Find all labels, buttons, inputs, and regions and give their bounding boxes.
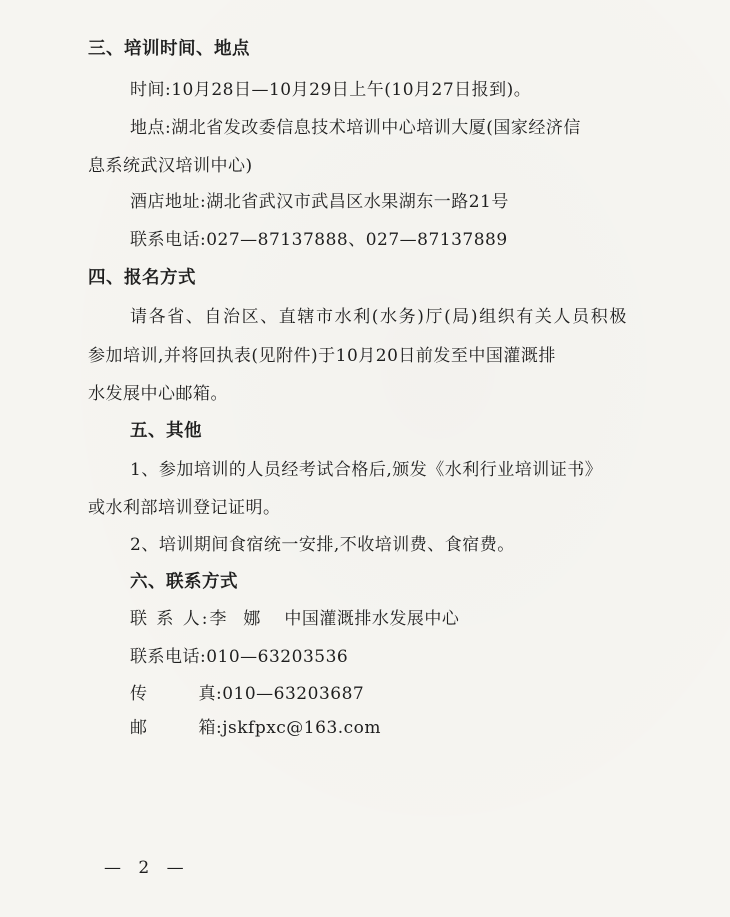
hotel-address: 酒店地址:湖北省武汉市武昌区水果湖东一路21号 [130, 192, 509, 212]
section-3-heading: 三、培训时间、地点 [88, 39, 250, 59]
section-5-heading: 五、其他 [130, 421, 202, 441]
other-item-2: 2、培训期间食宿统一安排,不收培训费、食宿费。 [130, 535, 515, 555]
section-6-heading: 六、联系方式 [130, 572, 238, 592]
contact-person-name: 李 娜 [209, 609, 263, 629]
contact-person-row [130, 608, 459, 630]
training-location-line-1: 地点:湖北省发改委信息技术培训中心培训大厦(国家经济信 [130, 118, 581, 138]
contact-fax-row [130, 683, 364, 705]
section-4-heading: 四、报名方式 [88, 268, 196, 288]
hotel-phone: 联系电话:027—87137888、027—87137889 [130, 230, 508, 250]
registration-line-3: 水发展中心邮箱。 [88, 384, 228, 404]
training-location-line-2: 息系统武汉培训中心) [88, 156, 253, 176]
other-item-1-line-1: 1、参加培训的人员经考试合格后,颁发《水利行业培训证书》 [130, 460, 603, 480]
contact-person-label: 联 系 人: [130, 609, 210, 629]
contact-organization: 中国灌溉排水发展中心 [284, 609, 460, 629]
fax-label: 传 [130, 684, 148, 704]
contact-phone: 联系电话:010—63203536 [130, 647, 349, 667]
other-item-1-line-2: 或水利部培训登记证明。 [88, 498, 281, 518]
page-number: — 2 — [104, 858, 190, 878]
registration-line-2: 参加培训,并将回执表(见附件)于10月20日前发至中国灌溉排 [88, 346, 556, 366]
fax-value: 真:010—63203687 [198, 684, 365, 704]
email-label: 邮 [130, 718, 148, 738]
email-value: 箱:jskfpxc@163.com [198, 718, 382, 738]
contact-email-row [130, 717, 381, 739]
training-time: 时间:10月28日—10月29日上午(10月27日报到)。 [130, 80, 532, 100]
registration-line-1: 请各省、自治区、直辖市水利(水务)厅(局)组织有关人员积极 [130, 307, 628, 327]
